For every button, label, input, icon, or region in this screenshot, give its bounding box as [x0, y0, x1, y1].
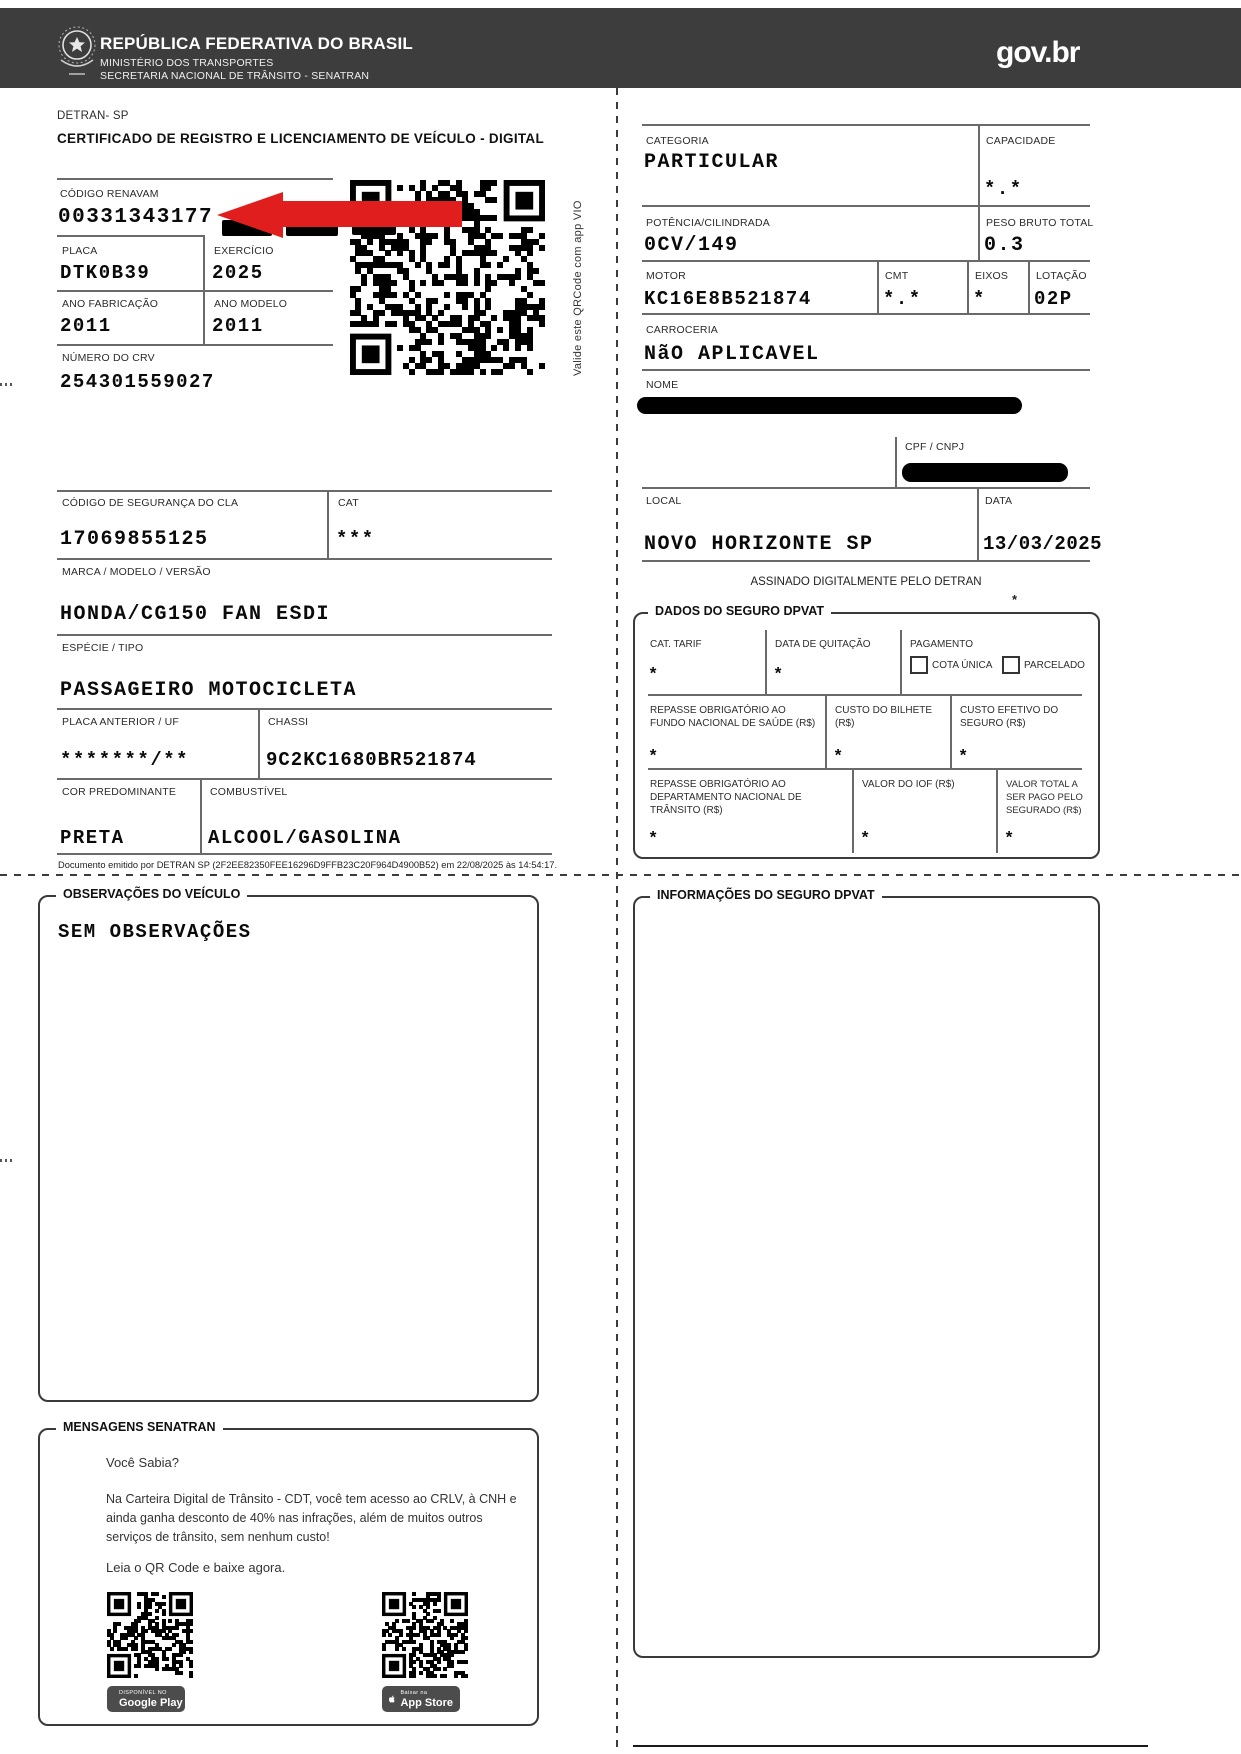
observacoes-box — [38, 895, 539, 1402]
mensagens-heading: Você Sabia? — [106, 1455, 180, 1470]
field-divider — [57, 290, 333, 292]
marca-modelo-label: MARCA / MODELO / VERSÃO — [62, 566, 211, 578]
peso-bruto-value: 0.3 — [984, 234, 1025, 257]
field-divider — [642, 313, 1090, 315]
app-store-badge-name: App Store — [400, 1696, 453, 1709]
eixos-value: * — [973, 288, 986, 310]
column-divider — [1028, 260, 1030, 313]
field-divider — [642, 260, 1090, 262]
page-bottom-rule — [633, 1745, 1148, 1747]
custo-efetivo-label: CUSTO EFETIVO DO SEGURO (R$) — [960, 705, 1059, 729]
placa-anterior-value: *******/** — [60, 749, 190, 771]
cpf-cnpj-label: CPF / CNPJ — [905, 441, 965, 453]
column-divider — [765, 630, 767, 694]
motor-value: KC16E8B521874 — [644, 288, 812, 310]
custo-efetivo-value: * — [958, 748, 969, 767]
mensagens-body — [106, 1490, 526, 1547]
red-arrow-annotation — [217, 192, 462, 238]
capacidade-value: *.* — [984, 178, 1023, 200]
chassi-value: 9C2KC1680BR521874 — [266, 749, 477, 771]
field-divider — [57, 634, 552, 636]
column-divider — [978, 205, 980, 260]
field-divider — [642, 487, 1090, 489]
app-store-badge — [382, 1686, 460, 1712]
nome-redaction-bar — [637, 397, 1022, 414]
renavam-value: 00331343177 — [58, 206, 214, 229]
column-divider — [852, 768, 854, 853]
numero-crv-label: NÚMERO DO CRV — [62, 352, 155, 364]
google-play-badge-name: Google Play — [119, 1696, 183, 1709]
issuing-agency: DETRAN- SP — [57, 110, 129, 122]
repasse-fns-label: REPASSE OBRIGATÓRIO AO FUNDO NACIONAL DE SAÚDE (R$) — [650, 705, 816, 729]
field-divider — [642, 560, 1090, 562]
cmt-value: *.* — [883, 288, 922, 310]
mensagens-box — [38, 1428, 539, 1726]
cmt-label: CMT — [885, 270, 909, 282]
especie-tipo-label: ESPÉCIE / TIPO — [62, 642, 144, 654]
informacoes-dpvat-title: INFORMAÇÕES DO SEGURO DPVAT — [650, 888, 882, 902]
column-divider — [327, 490, 329, 558]
header-republic: REPÚBLICA FEDERATIVA DO BRASIL — [100, 34, 413, 53]
data-quitacao-value: * — [773, 666, 784, 685]
data-value: 13/03/2025 — [983, 533, 1103, 555]
column-divider — [977, 487, 979, 560]
combustivel-label: COMBUSTÍVEL — [210, 786, 288, 798]
field-divider — [57, 178, 333, 180]
column-divider — [200, 778, 202, 853]
potencia-value: 0CV/149 — [644, 234, 739, 257]
column-divider — [967, 260, 969, 313]
exercicio-value: 2025 — [212, 262, 264, 284]
ano-modelo-label: ANO MODELO — [214, 298, 288, 310]
informacoes-dpvat-box — [633, 896, 1100, 1658]
repasse-fns-value: * — [648, 748, 659, 767]
cor-value: PRETA — [60, 827, 125, 849]
valor-total-label: VALOR TOTAL A SER PAGO PELO SEGURADO (R$) — [1006, 779, 1083, 816]
lotacao-label: LOTAÇÃO — [1036, 270, 1087, 282]
dpvat-title: DADOS DO SEGURO DPVAT — [648, 604, 831, 618]
field-divider — [642, 369, 1090, 371]
categoria-value: PARTICULAR — [644, 151, 780, 174]
cat-value: *** — [336, 528, 375, 550]
observacoes-value: SEM OBSERVAÇÕES — [58, 921, 252, 943]
column-divider — [895, 437, 897, 487]
field-divider — [57, 853, 552, 855]
marca-modelo-value: HONDA/CG150 FAN ESDI — [60, 603, 331, 626]
cor-label: COR PREDOMINANTE — [62, 786, 177, 798]
cat-tarif-label: CAT. TARIF — [650, 639, 702, 650]
field-divider — [648, 768, 1082, 770]
emission-note: Documento emitido por DETRAN SP (2F2EE82350FEE16296D9FFB23C20F964D4900B52) em 22/08/2025 às 14:54:17. — [58, 860, 558, 870]
column-divider — [203, 290, 205, 344]
document-title: CERTIFICADO DE REGISTRO E LICENCIAMENTO DE VEÍCULO - DIGITAL — [57, 131, 545, 146]
header-ministry: MINISTÉRIO DOS TRANSPORTES — [100, 57, 274, 69]
header-secretariat: SECRETARIA NACIONAL DE TRÂNSITO - SENATRAN — [100, 70, 370, 82]
cla-label: CÓDIGO DE SEGURANÇA DO CLA — [62, 497, 239, 509]
google-play-badge-top: DISPONÍVEL NO — [119, 1689, 167, 1696]
field-divider — [57, 708, 552, 710]
ano-fabricacao-label: ANO FABRICAÇÃO — [62, 298, 159, 310]
local-value: NOVO HORIZONTE SP — [644, 533, 874, 556]
field-divider — [57, 344, 333, 346]
field-divider — [57, 778, 552, 780]
data-quitacao-label: DATA DE QUITAÇÃO — [775, 639, 871, 650]
app-store-badge-top: Baixar na — [400, 1689, 428, 1696]
placa-label: PLACA — [62, 245, 98, 257]
capacidade-label: CAPACIDADE — [986, 135, 1056, 147]
categoria-label: CATEGORIA — [646, 135, 709, 147]
valor-iof-label: VALOR DO IOF (R$) — [862, 779, 955, 790]
cat-label: CAT — [338, 497, 359, 509]
motor-label: MOTOR — [646, 270, 686, 282]
cla-value: 17069855125 — [60, 528, 209, 551]
field-divider — [57, 490, 552, 492]
apple-icon — [389, 1691, 395, 1707]
coat-of-arms-icon — [56, 24, 98, 80]
cota-unica-label: COTA ÚNICA — [932, 660, 993, 671]
placa-anterior-label: PLACA ANTERIOR / UF — [62, 716, 179, 728]
horizontal-cut-line — [0, 874, 1241, 876]
qr-caption: Valide este QRCode com app VIO — [572, 200, 584, 376]
ano-modelo-value: 2011 — [212, 315, 264, 337]
mensagens-body-line: serviços de trânsito, sem nenhum custo! — [106, 1530, 330, 1544]
nome-label: NOME — [646, 379, 679, 391]
observacoes-title: OBSERVAÇÕES DO VEÍCULO — [56, 887, 247, 901]
numero-crv-value: 254301559027 — [60, 371, 215, 393]
column-divider — [203, 235, 205, 290]
pagamento-label: PAGAMENTO — [910, 639, 973, 650]
potencia-label: POTÊNCIA/CILINDRADA — [646, 217, 770, 229]
perforation-mark — [0, 1159, 12, 1162]
column-divider — [877, 260, 879, 313]
combustivel-value: ALCOOL/GASOLINA — [208, 827, 402, 849]
carroceria-label: CARROCERIA — [646, 324, 719, 336]
center-cut-line — [616, 88, 618, 1754]
app-store-qr-code — [382, 1592, 468, 1678]
chassi-label: CHASSI — [268, 716, 309, 728]
valor-total-value: * — [1004, 830, 1015, 849]
column-divider — [978, 124, 980, 205]
custo-bilhete-label: CUSTO DO BILHETE (R$) — [835, 705, 933, 729]
column-divider — [950, 694, 952, 768]
especie-tipo-value: PASSAGEIRO MOTOCICLETA — [60, 679, 358, 702]
mensagens-body-line: ainda ganha desconto de 40% nas infrações, além de muitos outros — [106, 1511, 483, 1525]
digital-signature-note: ASSINADO DIGITALMENTE PELO DETRAN — [750, 576, 982, 588]
field-divider — [57, 558, 552, 560]
custo-bilhete-value: * — [833, 748, 844, 767]
google-play-qr-code — [107, 1592, 193, 1678]
cpf-cnpj-redaction-bar — [902, 463, 1068, 482]
cat-tarif-value: * — [648, 666, 659, 685]
exercicio-label: EXERCÍCIO — [214, 245, 274, 257]
field-divider — [648, 694, 1082, 696]
field-divider — [57, 235, 203, 237]
mensagens-cta: Leia o QR Code e baixe agora. — [106, 1560, 286, 1575]
govbr-logo: gov.br — [996, 36, 1080, 69]
checkbox-cota-unica — [910, 656, 928, 674]
field-divider — [642, 124, 1090, 126]
google-play-badge — [107, 1686, 185, 1712]
column-divider — [996, 768, 998, 853]
dpvat-top-asterisk: * — [1012, 592, 1018, 607]
local-label: LOCAL — [646, 495, 682, 507]
column-divider — [900, 630, 902, 694]
field-divider — [642, 205, 1090, 207]
repasse-denatran-value: * — [648, 830, 659, 849]
eixos-label: EIXOS — [975, 270, 1009, 282]
valor-iof-value: * — [860, 830, 871, 849]
ano-fabricacao-value: 2011 — [60, 315, 112, 337]
parcelado-label: PARCELADO — [1024, 660, 1085, 671]
carroceria-value: NãO APLICAVEL — [644, 343, 820, 366]
mensagens-title: MENSAGENS SENATRAN — [56, 1420, 223, 1434]
data-label: DATA — [985, 495, 1013, 507]
perforation-mark — [0, 383, 12, 386]
renavam-label: CÓDIGO RENAVAM — [60, 188, 159, 200]
placa-value: DTK0B39 — [60, 262, 151, 284]
column-divider — [258, 708, 260, 778]
mensagens-body-line: Na Carteira Digital de Trânsito - CDT, você tem acesso ao CRLV, à CNH e — [106, 1492, 517, 1506]
column-divider — [825, 694, 827, 768]
lotacao-value: 02P — [1034, 288, 1073, 310]
checkbox-parcelado — [1002, 656, 1020, 674]
peso-bruto-label: PESO BRUTO TOTAL — [986, 217, 1094, 229]
repasse-denatran-label: REPASSE OBRIGATÓRIO AO DEPARTAMENTO NACIONAL DE TRÂNSITO (R$) — [650, 779, 802, 816]
